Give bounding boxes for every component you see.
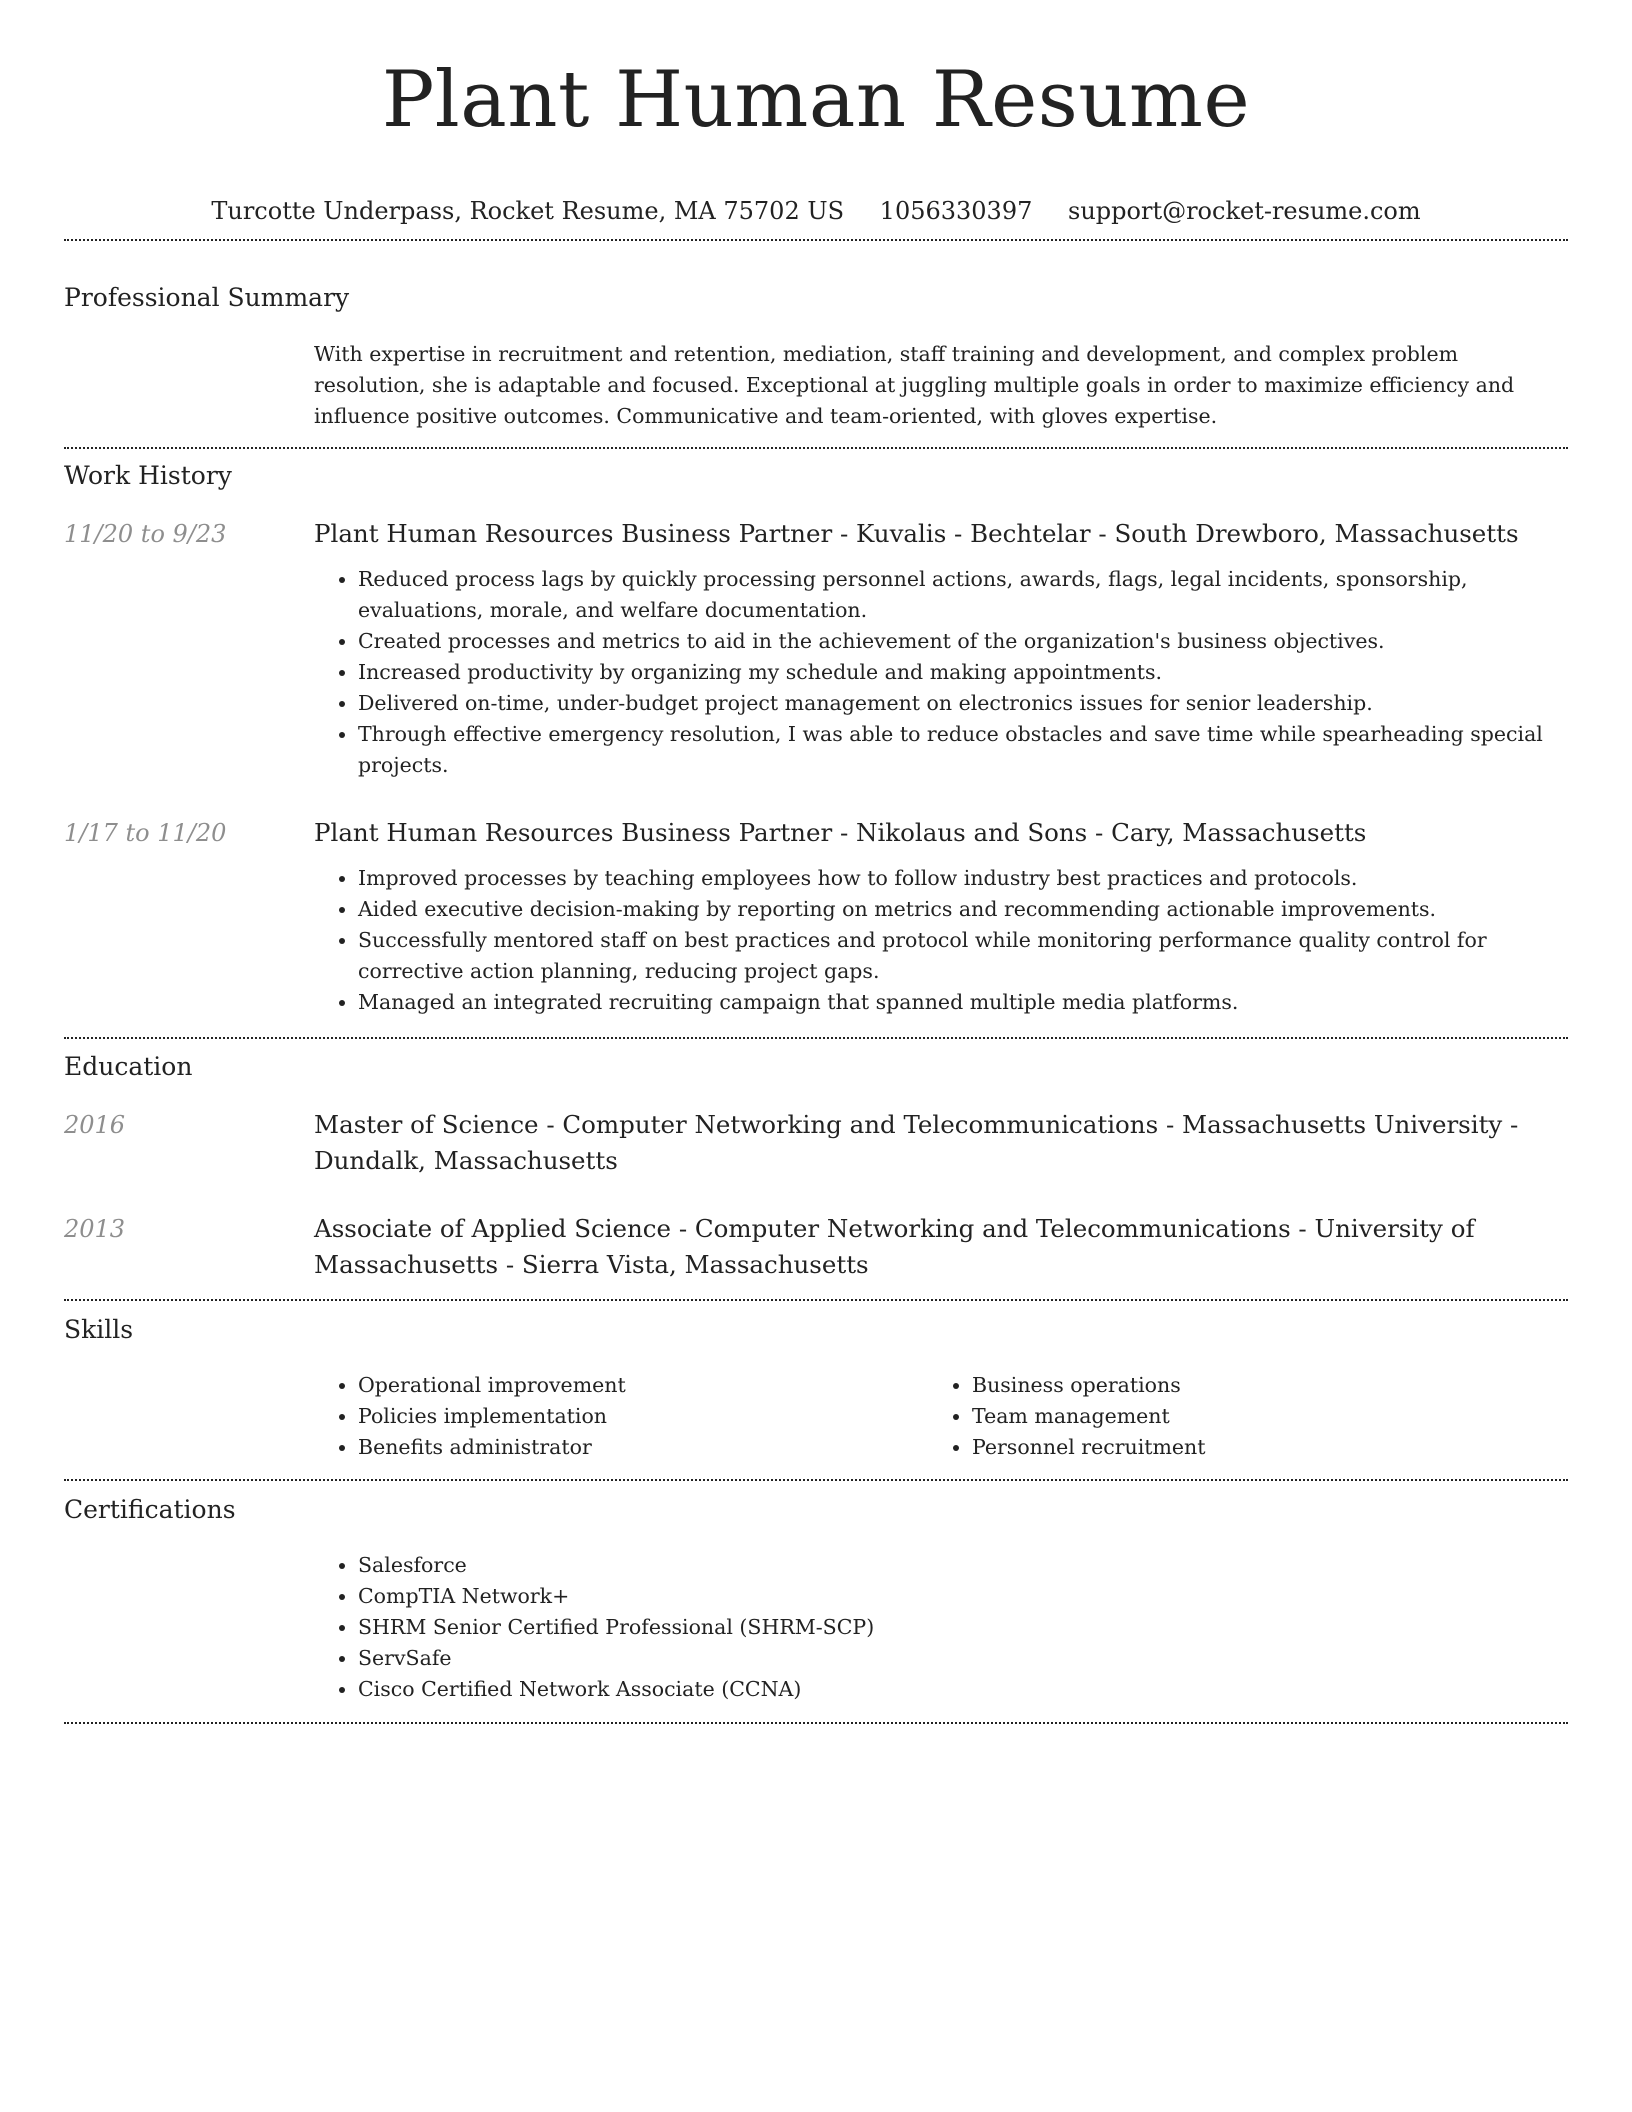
certification-item: • ServSafe xyxy=(358,1643,1568,1674)
certifications-block xyxy=(314,1550,1568,1705)
divider xyxy=(64,1722,1568,1724)
certification-item: • CompTIA Network+ xyxy=(358,1581,1568,1612)
section-title-education: Education xyxy=(64,1052,193,1081)
job-bullet: • Increased productivity by organizing my schedule and making appointments. xyxy=(358,657,1568,688)
job-bullet: • Improved processes by teaching employees how to follow industry best practices and protocols. xyxy=(358,863,1568,894)
divider xyxy=(64,1299,1568,1301)
job-bullet: • Successfully mentored staff on best practices and protocol while monitoring performance quality control for corrective action planning, reducing project gaps. xyxy=(358,925,1568,987)
skill-item: • Policies implementation xyxy=(358,1401,914,1432)
skill-item: • Team management xyxy=(972,1401,1528,1432)
skill-item: • Business operations xyxy=(972,1370,1528,1401)
section-title-certifications: Certifications xyxy=(64,1495,236,1524)
job-bullet: • Managed an integrated recruiting campaign that spanned multiple media platforms. xyxy=(358,987,1568,1018)
job-entry xyxy=(314,815,1568,1018)
job-bullet: • Created processes and metrics to aid in the achievement of the organization's business objectives. xyxy=(358,626,1568,657)
skills-column-right xyxy=(928,1370,1528,1463)
certification-item: • SHRM Senior Certified Professional (SHRM-SCP) xyxy=(358,1612,1568,1643)
skill-item: • Personnel recruitment xyxy=(972,1432,1528,1463)
skill-item: • Operational improvement xyxy=(358,1370,914,1401)
divider xyxy=(64,239,1568,241)
resume-header xyxy=(0,0,1632,226)
job-bullet: • Reduced process lags by quickly processing personnel actions, awards, flags, legal incidents, sponsorship, evaluations, morale, and welfare documentation. xyxy=(358,564,1568,626)
skills-list xyxy=(314,1370,914,1463)
job-title: Plant Human Resources Business Partner - Kuvalis - Bechtelar - South Drewboro, Massachusetts xyxy=(314,519,1519,548)
skills-list xyxy=(928,1370,1528,1463)
education-entry xyxy=(314,1211,1568,1283)
job-bullet: • Through effective emergency resolution, I was able to reduce obstacles and save time while spearheading special projects. xyxy=(358,719,1568,781)
section-title-summary: Professional Summary xyxy=(64,283,350,312)
divider xyxy=(64,447,1568,449)
job-bullets xyxy=(314,564,1568,781)
job-title: Plant Human Resources Business Partner - Nikolaus and Sons - Cary, Massachusetts xyxy=(314,818,1367,847)
contact-email: support@rocket-resume.com xyxy=(1068,197,1421,225)
summary-text: With expertise in recruitment and retention, mediation, staff training and development, and complex problem resolution, she is adaptable and focused. Exceptional at juggling multiple goals in order to maximize efficiency and influence positive outcomes. Communicative and team-oriented, with gloves expertise. xyxy=(314,342,1515,428)
education-degree: Master of Science - Computer Networking and Telecommunications - Massachusetts University - Dundalk, Massachusetts xyxy=(314,1110,1519,1175)
certification-item: • Cisco Certified Network Associate (CCNA) xyxy=(358,1674,1568,1705)
job-entry xyxy=(314,516,1568,781)
education-year: 2013 xyxy=(64,1215,126,1243)
job-bullet: • Delivered on-time, under-budget project management on electronics issues for senior leadership. xyxy=(358,688,1568,719)
contact-line xyxy=(0,196,1632,226)
summary-block xyxy=(314,339,1568,432)
job-bullet: • Aided executive decision-making by reporting on metrics and recommending actionable improvements. xyxy=(358,894,1568,925)
job-bullets xyxy=(314,863,1568,1018)
certifications-list xyxy=(314,1550,1568,1705)
skill-item: • Benefits administrator xyxy=(358,1432,914,1463)
skills-column-left xyxy=(314,1370,914,1463)
candidate-name: Plant Human Resume xyxy=(381,55,1251,145)
section-title-work-history: Work History xyxy=(64,461,232,490)
section-title-skills: Skills xyxy=(64,1315,134,1344)
job-dates: 1/17 to 11/20 xyxy=(64,819,227,847)
contact-address: Turcotte Underpass, Rocket Resume, MA 75702 US xyxy=(211,197,845,225)
job-dates: 11/20 to 9/23 xyxy=(64,520,227,548)
divider xyxy=(64,1037,1568,1039)
education-year: 2016 xyxy=(64,1111,126,1139)
contact-phone: 1056330397 xyxy=(879,197,1033,225)
education-entry xyxy=(314,1107,1568,1179)
divider xyxy=(64,1479,1568,1481)
certification-item: • Salesforce xyxy=(358,1550,1568,1581)
education-degree: Associate of Applied Science - Computer Networking and Telecommunications - University of Massachusetts - Sierra Vista, Massachusetts xyxy=(314,1214,1475,1279)
